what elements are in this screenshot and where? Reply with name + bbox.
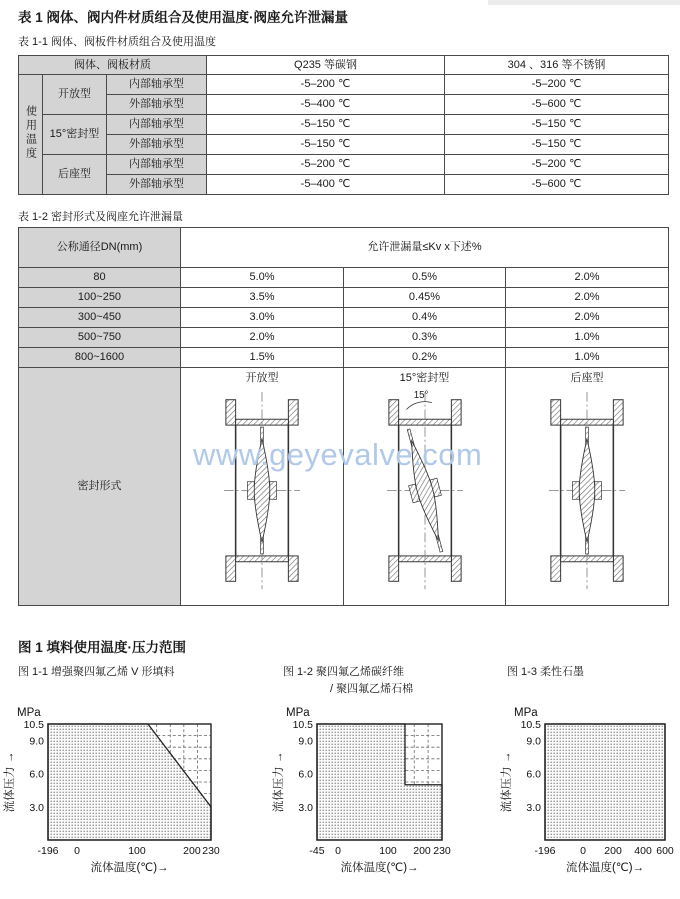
t11-bearing-cell: 外部轴承型 [107,175,207,195]
t12-row [19,348,669,368]
t11-temp-stainless-cell: -5–150 ℃ [445,135,669,155]
figure1-3-caption: 图 1-3 柔性石墨 [507,666,585,678]
chart-ptfe-carbon-fiber [271,704,462,885]
x-tick-label: 200 [413,845,431,857]
y-tick-label: 10.5 [292,719,313,731]
t12-dn-cell: 500~750 [19,328,181,348]
t11-temp-carbon-cell: -5–400 ℃ [207,175,445,195]
t12-leak-cell: 0.4% [344,308,506,328]
t11-bearing-cell: 内部轴承型 [107,115,207,135]
x-tick-label: 0 [74,845,80,857]
t12-leak-cell: 2.0% [506,308,669,328]
x-tick-label: 230 [433,845,451,857]
seal-type-label: 15°密封型 [399,372,450,384]
y-tick-label: 6.0 [526,768,541,781]
t11-valve-type-cell: 后座型 [43,155,107,195]
seal-type-cell [344,368,506,606]
pt-range-chart [271,704,462,880]
t11-valve-type-cell: 开放型 [43,75,107,115]
t11-material-header: 阀体、阀板材质 [19,56,207,75]
t12-leak-cell: 2.0% [181,328,344,348]
chart-flexible-graphite [499,704,680,885]
t11-temp-stainless-cell: -5–150 ℃ [445,115,669,135]
t11-bearing-cell: 外部轴承型 [107,95,207,115]
t12-leak-header: 允许泄漏量≤Kv x下述% [181,228,669,268]
t11-stainless-header: 304 、316 等不锈钢 [445,56,669,75]
x-tick-label: 0 [335,845,341,857]
valve-section-diagram [381,388,469,593]
x-tick-label: 200 [604,845,622,857]
t11-temp-carbon-cell: -5–200 ℃ [207,75,445,95]
y-axis-label: 流体压力 → [273,751,285,813]
seal-form-header: 密封形式 [19,368,181,606]
t12-leak-cell: 0.45% [344,288,506,308]
y-tick-label: 9.0 [526,735,541,748]
valve-section-diagram [218,388,306,593]
t12-leak-cell: 2.0% [506,268,669,288]
y-tick-label: 6.0 [29,768,44,781]
t11-temp-carbon-cell: -5–200 ℃ [207,155,445,175]
x-tick-label: -45 [309,845,325,857]
t12-header-row [19,228,669,268]
t11-bearing-cell: 内部轴承型 [107,155,207,175]
t12-row [19,268,669,288]
t11-row [19,175,669,195]
t12-leak-cell: 5.0% [181,268,344,288]
x-tick-label: 100 [379,845,397,857]
t12-dn-cell: 100~250 [19,288,181,308]
t11-bearing-cell: 外部轴承型 [107,135,207,155]
y-tick-label: 6.0 [298,768,313,781]
t12-row [19,288,669,308]
x-axis-label: 流体温度(℃)→ [90,862,169,874]
t11-temp-carbon-cell: -5–400 ℃ [207,95,445,115]
t12-leak-cell: 3.5% [181,288,344,308]
pt-range-chart [499,704,680,880]
angle-label: 15° [413,389,428,401]
figure1-2-caption: 图 1-2 聚四氟乙烯碳纤维 / 聚四氟乙烯石棉 [283,666,414,696]
t12-leak-cell: 1.0% [506,348,669,368]
t11-carbon-steel-header: Q235 等碳钢 [207,56,445,75]
page-title: 表 1 阀体、阀内件材质组合及使用温度·阀座允许泄漏量 [18,10,349,25]
seal-type-cell [506,368,669,606]
table1-2-caption: 表 1-2 密封形式及阀座允许泄漏量 [18,211,184,223]
y-tick-label: 9.0 [29,735,44,748]
seal-type-label: 开放型 [245,372,279,384]
t12-seal-diagram-row [19,368,669,606]
x-tick-label: 400 [634,845,652,857]
t11-row [19,75,669,95]
x-axis-label: 流体温度(℃)→ [340,862,419,874]
operating-envelope [48,724,211,840]
x-tick-label: -196 [37,845,59,857]
t11-valve-type-cell: 15°密封型 [43,115,107,155]
y-tick-label: 3.0 [29,801,44,814]
watermark: www.geyevalve.com [193,437,483,472]
operating-envelope [545,724,665,840]
unit-label: MPa [514,707,538,719]
seal-leakage-table [18,227,669,606]
x-tick-label: 600 [656,845,674,857]
t12-row [19,308,669,328]
unit-label: MPa [286,707,310,719]
t12-row [19,328,669,348]
y-axis-label: 流体压力 → [501,751,513,813]
t11-temp-stainless-cell: -5–200 ℃ [445,75,669,95]
valve-section-diagram [543,388,631,593]
figure1-title: 图 1 填料使用温度·压力范围 [18,640,187,655]
x-tick-label: -196 [534,845,556,857]
t12-leak-cell: 1.0% [506,328,669,348]
y-tick-label: 10.5 [23,719,44,731]
t11-row [19,155,669,175]
t12-leak-cell: 1.5% [181,348,344,368]
seal-type-cell [181,368,344,606]
top-right-banner [488,0,680,5]
x-tick-label: 200 [183,845,201,857]
t12-leak-cell: 0.5% [344,268,506,288]
t11-temp-carbon-cell: -5–150 ℃ [207,135,445,155]
t11-temp-stainless-cell: -5–600 ℃ [445,95,669,115]
t11-temp-stainless-cell: -5–600 ℃ [445,175,669,195]
t12-dn-cell: 800~1600 [19,348,181,368]
t11-row [19,135,669,155]
x-tick-label: 100 [128,845,146,857]
t11-header-row [19,56,669,75]
t12-leak-cell: 0.3% [344,328,506,348]
y-tick-label: 10.5 [520,719,541,731]
t11-row [19,95,669,115]
x-tick-label: 230 [202,845,220,857]
t11-row [19,115,669,135]
seal-type-label: 后座型 [570,372,604,384]
y-axis-label: 流体压力 → [4,751,16,813]
t12-dn-cell: 300~450 [19,308,181,328]
table1-1-caption: 表 1-1 阀体、阀板件材质组合及使用温度 [18,36,217,48]
pt-range-chart [2,704,231,880]
t12-leak-cell: 2.0% [506,288,669,308]
unit-label: MPa [17,707,41,719]
x-axis-label: 流体温度(℃)→ [565,862,645,874]
y-tick-label: 3.0 [298,801,313,814]
t11-usage-temp-header: 使用温度 [19,75,43,195]
figure1-1-caption: 图 1-1 增强聚四氟乙烯 V 形填料 [18,666,175,678]
t12-dn-header: 公称通径DN(mm) [19,228,181,268]
y-tick-label: 9.0 [298,735,313,748]
t12-leak-cell: 0.2% [344,348,506,368]
t12-dn-cell: 80 [19,268,181,288]
material-temperature-table [18,55,669,195]
y-tick-label: 3.0 [526,801,541,814]
t11-temp-carbon-cell: -5–150 ℃ [207,115,445,135]
t12-leak-cell: 3.0% [181,308,344,328]
chart-ptfe-v-packing [2,704,231,885]
t11-temp-stainless-cell: -5–200 ℃ [445,155,669,175]
t11-bearing-cell: 内部轴承型 [107,75,207,95]
x-tick-label: 0 [580,845,586,857]
